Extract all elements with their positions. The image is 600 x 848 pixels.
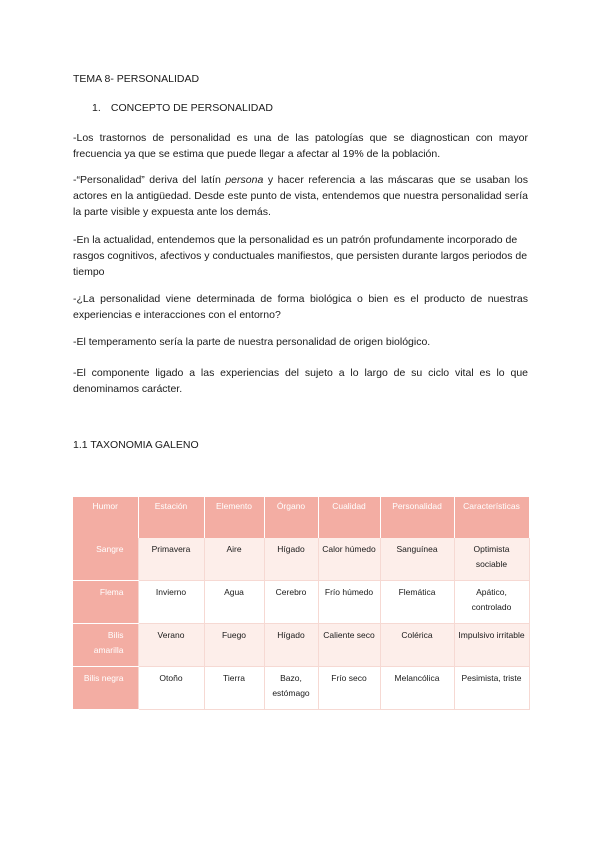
table-cell: Cerebro bbox=[264, 581, 318, 624]
galeno-taxonomy-table bbox=[73, 497, 530, 710]
humor-cell: Flema bbox=[73, 581, 138, 624]
table-row bbox=[73, 581, 529, 624]
paragraph-pregunta: -¿La personalidad viene determinada de forma biológica o bien es el producto de nuestras experiencias e interacciones con el entorno? bbox=[73, 293, 528, 321]
table-header: Estación bbox=[138, 497, 204, 538]
table-cell: Tierra bbox=[204, 667, 264, 710]
paragraph-caracter: -El componente ligado a las experiencias del sujeto a lo largo de su ciclo vital es lo que denominamos carácter. bbox=[73, 367, 528, 395]
table-cell: Flemática bbox=[380, 581, 454, 624]
table-cell: Sanguínea bbox=[380, 538, 454, 581]
latin-term: persona bbox=[225, 174, 264, 186]
paragraph-temperamento: -El temperamento sería la parte de nuestra personalidad de origen biológico. bbox=[73, 336, 431, 348]
humor-cell: Bilis negra bbox=[73, 667, 138, 710]
table-cell: Frío húmedo bbox=[318, 581, 380, 624]
paragraph-etimologia-end: y hacer referencia a las máscaras que se usaban los actores en la antigüedad. Desde este punto de vista, entendemos que nuestra personalidad sería la parte visible y expuesta ante los demás. bbox=[73, 174, 528, 218]
table-cell: Bazo, estómago bbox=[264, 667, 318, 710]
table-row bbox=[73, 624, 529, 667]
table-header-row bbox=[73, 497, 529, 538]
table-cell: Hígado bbox=[264, 538, 318, 581]
table-cell: Agua bbox=[204, 581, 264, 624]
table-cell: Primavera bbox=[138, 538, 204, 581]
table-cell: Apático, controlado bbox=[454, 581, 529, 624]
table-cell: Frío seco bbox=[318, 667, 380, 710]
table-header: Cualidad bbox=[318, 497, 380, 538]
table-cell: Optimista sociable bbox=[454, 538, 529, 581]
table-cell: Impulsivo irritable bbox=[454, 624, 529, 667]
table-cell: Invierno bbox=[138, 581, 204, 624]
section-heading-concepto bbox=[92, 100, 547, 116]
paragraph-etimologia bbox=[73, 172, 528, 220]
table-cell: Verano bbox=[138, 624, 204, 667]
table-cell: Calor húmedo bbox=[318, 538, 380, 581]
table-header: Humor bbox=[73, 497, 138, 538]
section-number: 1. bbox=[92, 102, 101, 114]
humor-cell: Sangre bbox=[73, 538, 138, 581]
table-cell: Hígado bbox=[264, 624, 318, 667]
paragraph-definicion: -En la actualidad, entendemos que la personalidad es un patrón profundamente incorporado de rasgos cognitivos, afectivos y conductuales manifiestos, que persisten durante largos periodos de tiempo bbox=[73, 234, 528, 278]
table-header: Órgano bbox=[264, 497, 318, 538]
section-heading-taxonomia: 1.1 TAXONOMIA GALENO bbox=[73, 439, 199, 451]
table-cell: Aire bbox=[204, 538, 264, 581]
table-cell: Caliente seco bbox=[318, 624, 380, 667]
paragraph-etimologia-start: -“Personalidad” deriva del latín bbox=[73, 174, 226, 186]
table-cell: Colérica bbox=[380, 624, 454, 667]
document-title: TEMA 8- PERSONALIDAD bbox=[73, 73, 200, 85]
section-label: CONCEPTO DE PERSONALIDAD bbox=[110, 102, 273, 114]
table-header: Elemento bbox=[204, 497, 264, 538]
table-row bbox=[73, 538, 529, 581]
table-header: Características bbox=[454, 497, 529, 538]
humor-cell: Bilis amarilla bbox=[73, 624, 138, 667]
table-cell: Fuego bbox=[204, 624, 264, 667]
table-cell: Melancólica bbox=[380, 667, 454, 710]
table-cell: Otoño bbox=[138, 667, 204, 710]
table-header: Personalidad bbox=[380, 497, 454, 538]
table-row bbox=[73, 667, 529, 710]
paragraph-trastornos: -Los trastornos de personalidad es una de las patologías que se diagnostican con mayor frecuencia ya que se estima que puede llegar a afectar al 19% de la población. bbox=[73, 132, 528, 160]
table-cell: Pesimista, triste bbox=[454, 667, 529, 710]
